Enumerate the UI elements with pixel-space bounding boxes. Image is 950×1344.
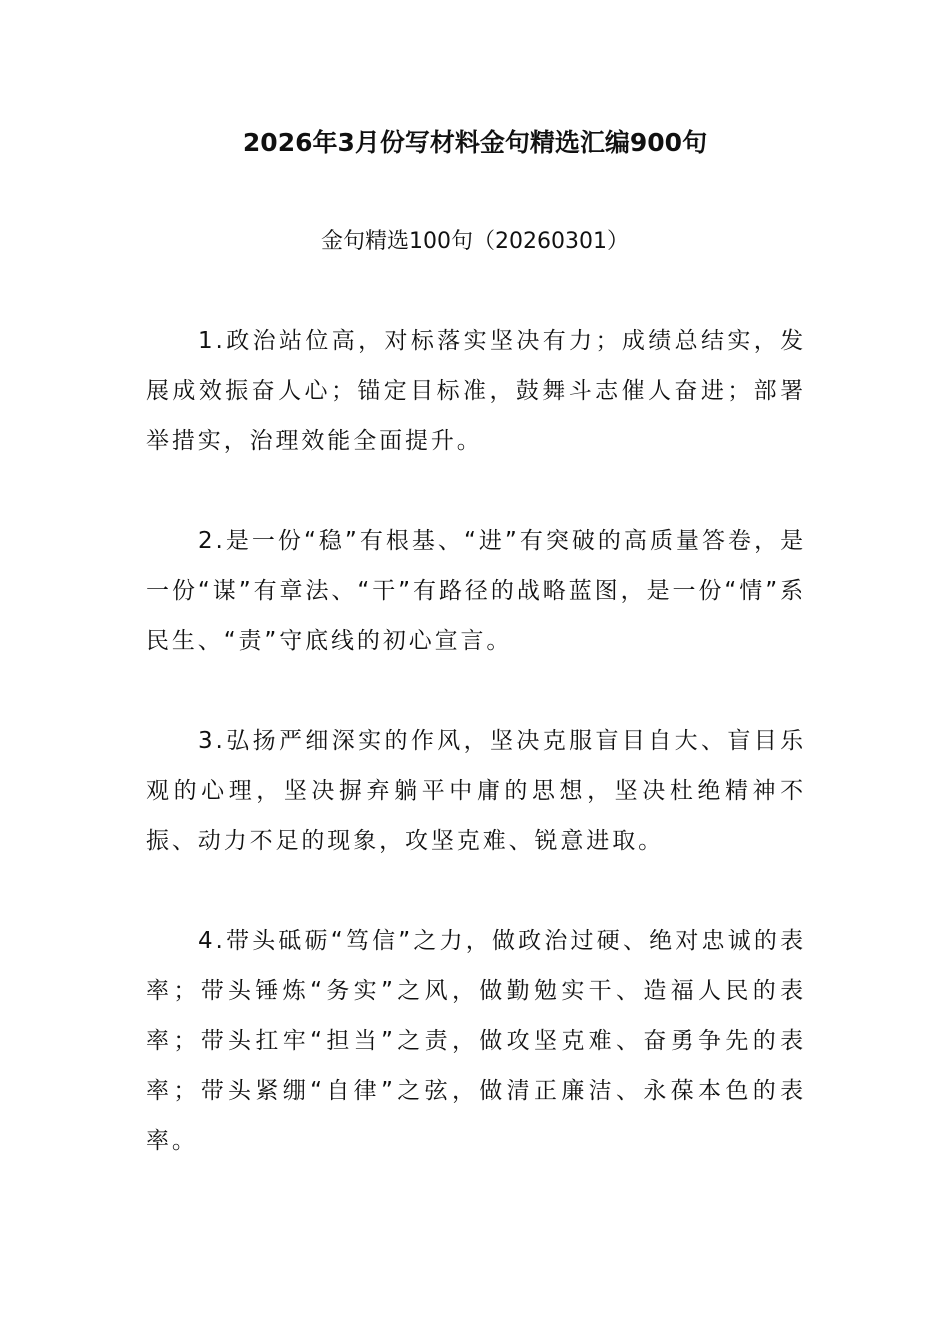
document-subtitle: 金句精选100句（20260301） bbox=[321, 229, 629, 254]
paragraph-1: 1.政治站位高，对标落实坚决有力；成绩总结实，发展成效振奋人心；锚定目标准，鼓舞斗志催人奋进；部署举措实，治理效能全面提升。 bbox=[146, 328, 806, 454]
paragraph-4: 4.带头砥砺“笃信”之力，做政治过硬、绝对忠诚的表率；带头锤炼“务实”之风，做勤勉实干、造福人民的表率；带头扛牢“担当”之责，做攻坚克难、奋勇争先的表率；带头紧绷“自律”之弦，做清正廉洁、永葆本色的表率。 bbox=[146, 928, 806, 1154]
document-body bbox=[146, 316, 806, 1216]
paragraph-2: 2.是一份“稳”有根基、“进”有突破的高质量答卷，是一份“谋”有章法、“干”有路径的战略蓝图，是一份“情”系民生、“责”守底线的初心宣言。 bbox=[146, 528, 806, 654]
document-title: 2026年3月份写材料金句精选汇编900句 bbox=[242, 128, 708, 157]
paragraph-3: 3.弘扬严细深实的作风，坚决克服盲目自大、盲目乐观的心理，坚决摒弃躺平中庸的思想，坚决杜绝精神不振、动力不足的现象，攻坚克难、锐意进取。 bbox=[146, 728, 806, 854]
